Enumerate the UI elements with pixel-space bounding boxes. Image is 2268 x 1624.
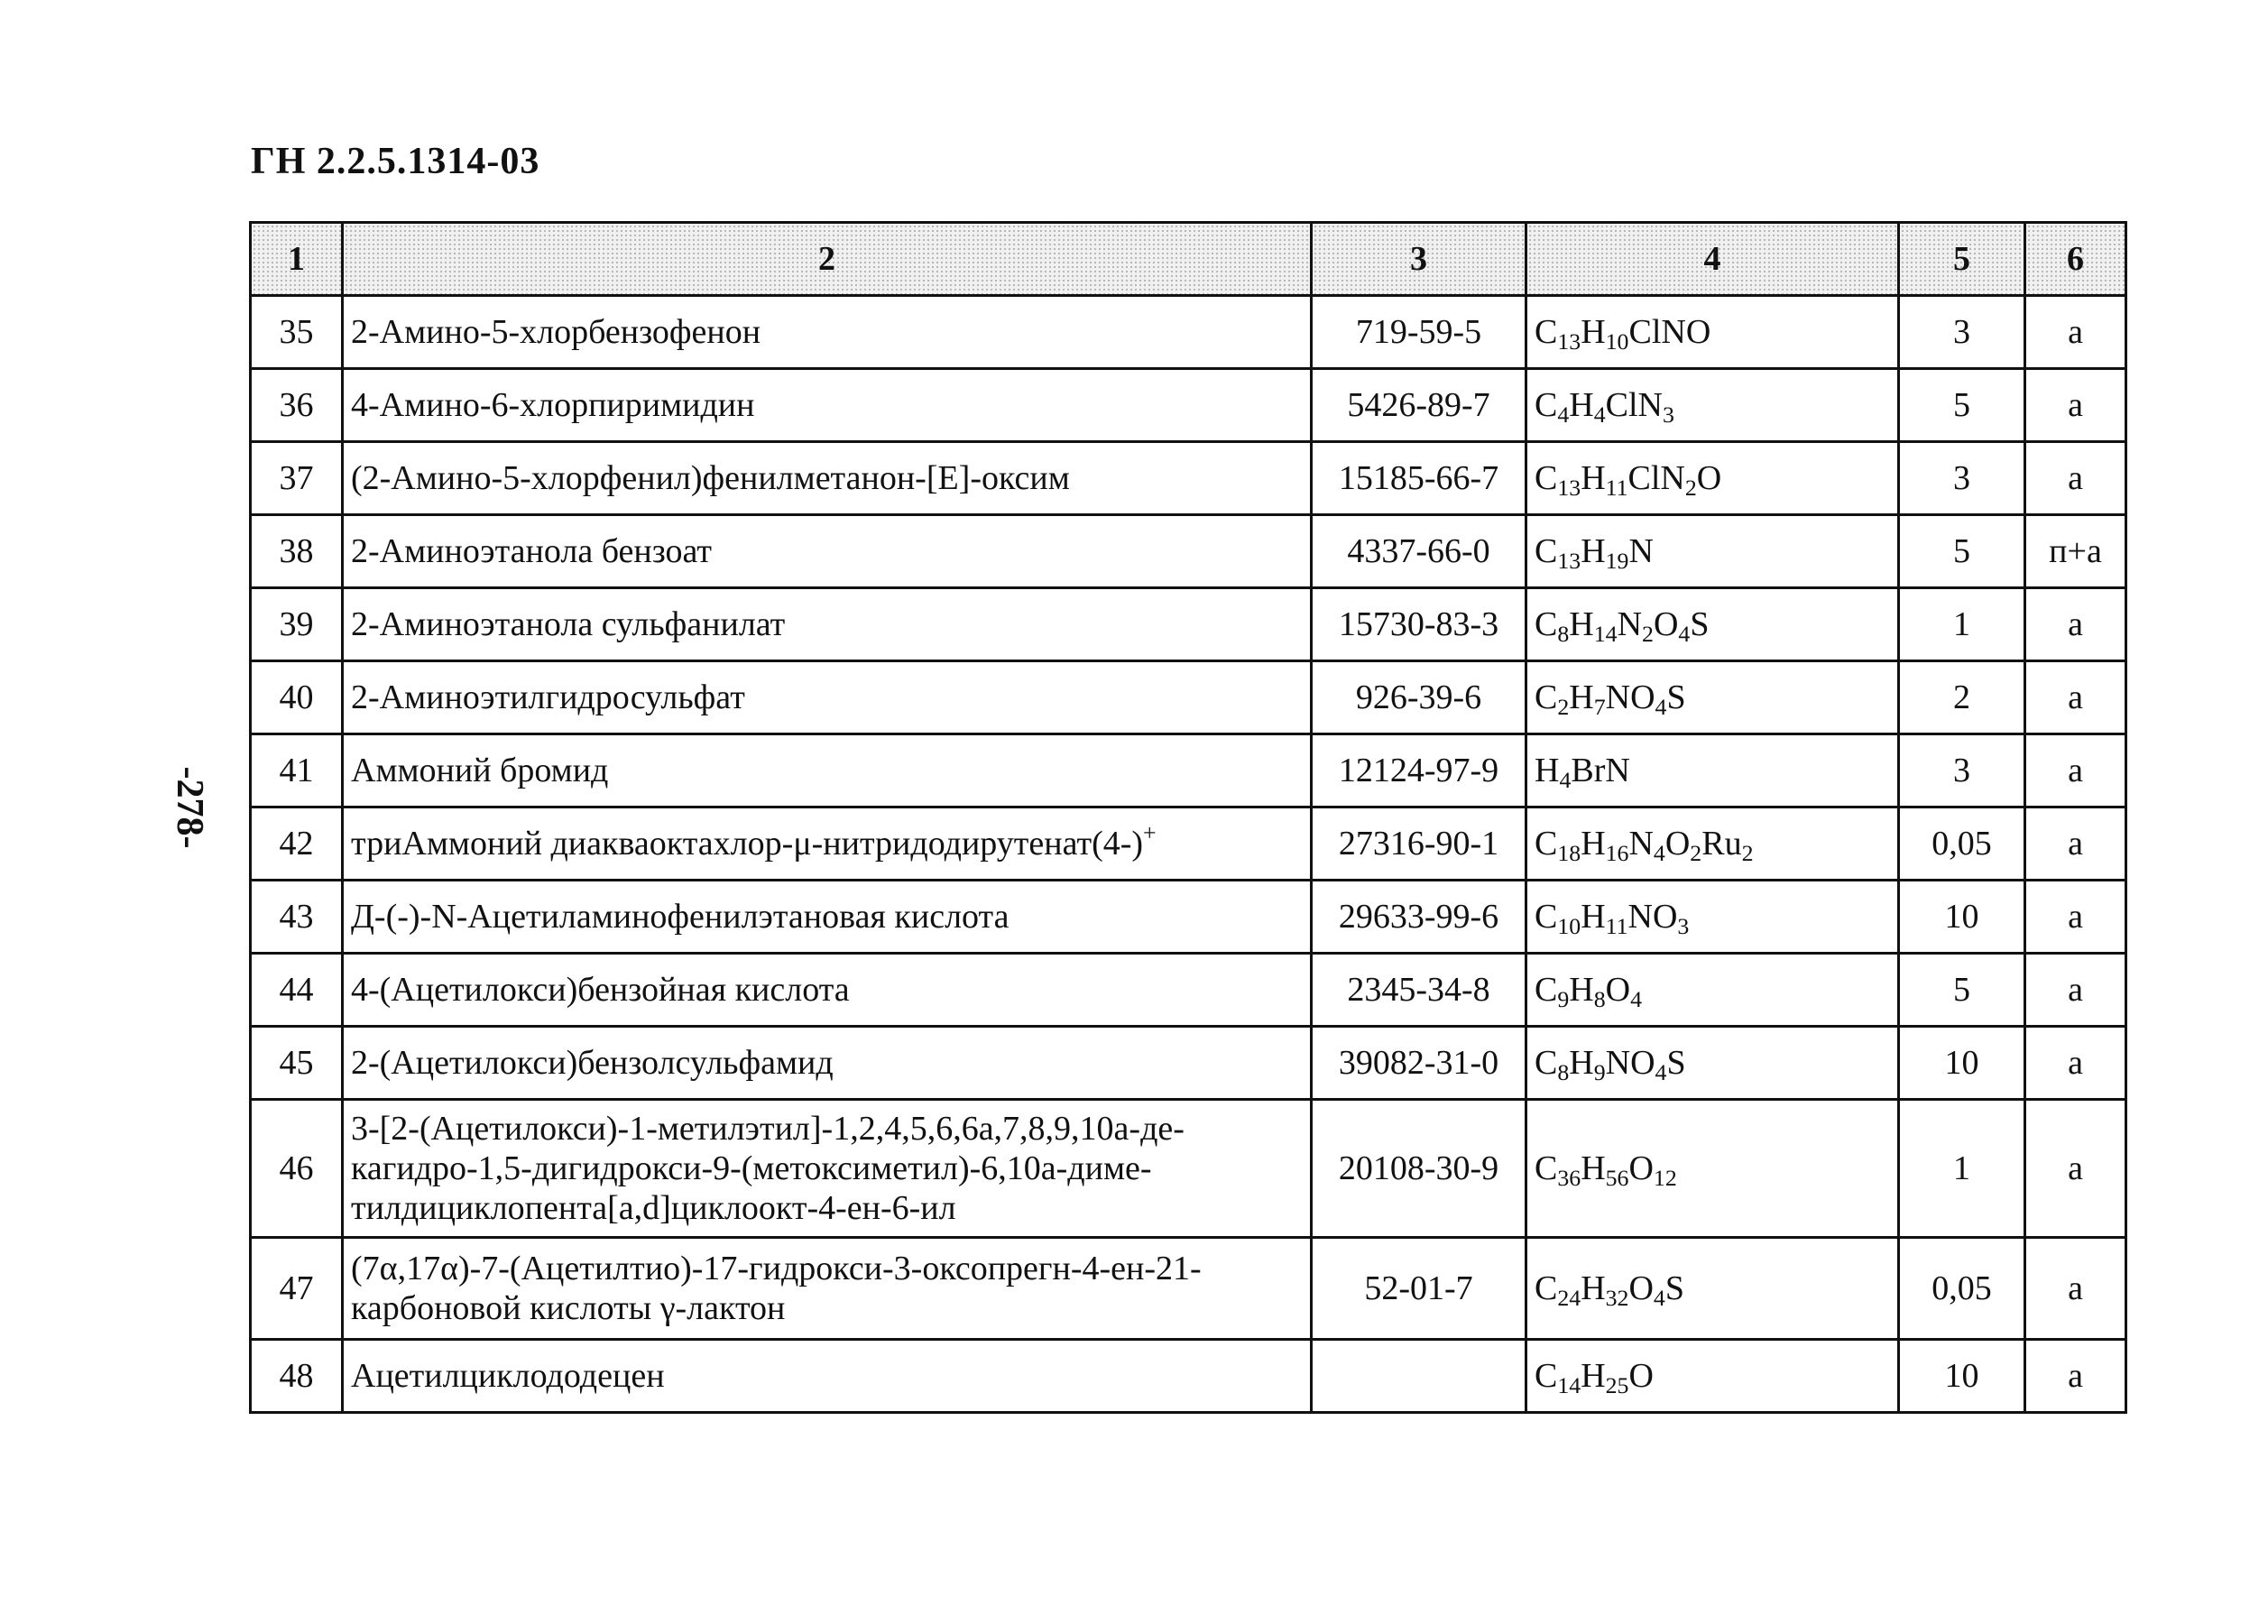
aggregate-state: а (2025, 954, 2126, 1027)
header-col-1: 1 (251, 223, 343, 296)
table-row (251, 369, 2126, 442)
aggregate-state: а (2025, 881, 2126, 954)
chemical-formula: $C_{36}H_{56}O_{12}$ (1526, 1100, 1899, 1238)
row-number: 45 (251, 1027, 343, 1100)
aggregate-state: а (2025, 1027, 2126, 1100)
header-col-5: 5 (1899, 223, 2025, 296)
header-col-2: 2 (343, 223, 1312, 296)
chemical-formula: $H_4BrN$ (1526, 734, 1899, 807)
header-col-3: 3 (1312, 223, 1526, 296)
header-col-4: 4 (1526, 223, 1899, 296)
aggregate-state: а (2025, 588, 2126, 661)
cas-number: 2345-34-8 (1312, 954, 1526, 1027)
table-row (251, 734, 2126, 807)
aggregate-state: а (2025, 1238, 2126, 1340)
cas-number: 926-39-6 (1312, 661, 1526, 734)
table-body (251, 296, 2126, 1413)
mpc-value: 0,05 (1899, 1238, 2025, 1340)
aggregate-state: а (2025, 1100, 2126, 1238)
table-row (251, 807, 2126, 881)
mpc-value: 3 (1899, 442, 2025, 515)
substance-name: Ацетилциклододецен (343, 1340, 1312, 1413)
substance-name: 2-Амино-5-хлорбензофенон (343, 296, 1312, 369)
header-col-6: 6 (2025, 223, 2126, 296)
table-row (251, 881, 2126, 954)
substance-name: 2-Аминоэтанола бензоат (343, 515, 1312, 588)
row-number: 37 (251, 442, 343, 515)
cas-number: 29633-99-6 (1312, 881, 1526, 954)
table-row (251, 1340, 2126, 1413)
substance-name: (7α,17α)-7-(Ацетилтио)-17-гидрокси-3-оксопрегн-4-ен-21-карбоновой кислоты γ-лактон (343, 1238, 1312, 1340)
mpc-value: 2 (1899, 661, 2025, 734)
row-number: 38 (251, 515, 343, 588)
chemical-formula: $C_8H_9NO_4S$ (1526, 1027, 1899, 1100)
chemical-formula: $C_{18}H_{16}N_4O_2Ru_2$ (1526, 807, 1899, 881)
row-number: 47 (251, 1238, 343, 1340)
table-row (251, 661, 2126, 734)
substance-name: 2-Аминоэтилгидросульфат (343, 661, 1312, 734)
substance-name: (2-Амино-5-хлорфенил)фенилметанон-[E]-оксим (343, 442, 1312, 515)
row-number: 46 (251, 1100, 343, 1238)
table-header-row (251, 223, 2126, 296)
chemical-formula: $C_{13}H_{11}ClN_2O$ (1526, 442, 1899, 515)
row-number: 42 (251, 807, 343, 881)
aggregate-state: п+а (2025, 515, 2126, 588)
substances-table (249, 221, 2127, 1414)
chemical-formula: $C_{14}H_{25}O$ (1526, 1340, 1899, 1413)
substance-name: 2-(Ацетилокси)бензолсульфамид (343, 1027, 1312, 1100)
substance-name: Аммоний бромид (343, 734, 1312, 807)
chemical-formula: $C_9H_8O_4$ (1526, 954, 1899, 1027)
document-title: ГН 2.2.5.1314-03 (251, 141, 540, 182)
aggregate-state: а (2025, 369, 2126, 442)
table-row (251, 954, 2126, 1027)
chemical-formula: $C_{24}H_{32}O_4S$ (1526, 1238, 1899, 1340)
cas-number: 12124-97-9 (1312, 734, 1526, 807)
cas-number: 15730-83-3 (1312, 588, 1526, 661)
aggregate-state: а (2025, 734, 2126, 807)
substance-name: 4-Амино-6-хлорпиримидин (343, 369, 1312, 442)
row-number: 48 (251, 1340, 343, 1413)
table-row (251, 296, 2126, 369)
cas-number: 20108-30-9 (1312, 1100, 1526, 1238)
cas-number (1312, 1340, 1526, 1413)
chemical-formula: $C_{10}H_{11}NO_3$ (1526, 881, 1899, 954)
mpc-value: 1 (1899, 588, 2025, 661)
mpc-value: 10 (1899, 1027, 2025, 1100)
aggregate-state: а (2025, 661, 2126, 734)
table-row (251, 442, 2126, 515)
row-number: 35 (251, 296, 343, 369)
cas-number: 52-01-7 (1312, 1238, 1526, 1340)
chemical-formula: $C_{13}H_{10}ClNO$ (1526, 296, 1899, 369)
table-row (251, 588, 2126, 661)
chemical-formula: $C_4H_4ClN_3$ (1526, 369, 1899, 442)
row-number: 36 (251, 369, 343, 442)
mpc-value: 5 (1899, 515, 2025, 588)
mpc-value: 0,05 (1899, 807, 2025, 881)
cas-number: 39082-31-0 (1312, 1027, 1526, 1100)
table-row (251, 1238, 2126, 1340)
row-number: 41 (251, 734, 343, 807)
chemical-formula: $C_8H_{14}N_2O_4S$ (1526, 588, 1899, 661)
row-number: 43 (251, 881, 343, 954)
substance-name: Д-(-)-N-Ацетиламинофенилэтановая кислота (343, 881, 1312, 954)
chemical-formula: $C_2H_7NO_4S$ (1526, 661, 1899, 734)
mpc-value: 10 (1899, 1340, 2025, 1413)
cas-number: 4337-66-0 (1312, 515, 1526, 588)
cas-number: 5426-89-7 (1312, 369, 1526, 442)
aggregate-state: а (2025, 807, 2126, 881)
substance-name: 2-Аминоэтанола сульфанилат (343, 588, 1312, 661)
row-number: 40 (251, 661, 343, 734)
mpc-value: 5 (1899, 954, 2025, 1027)
substance-name: 4-(Ацетилокси)бензойная кислота (343, 954, 1312, 1027)
mpc-value: 3 (1899, 296, 2025, 369)
substance-name: триАммоний диакваоктахлор-μ-нитридодирутенат(4-)+ (343, 807, 1312, 881)
page-number: -278- (169, 766, 210, 849)
table-row (251, 1027, 2126, 1100)
substance-name: 3-[2-(Ацетилокси)-1-метилэтил]-1,2,4,5,6,6а,7,8,9,10а-де-кагидро-1,5-дигидрокси-9-(метоксиметил)-6,10а-диме-тилдициклопента[a,d]циклоокт-4-ен-6-ил (343, 1100, 1312, 1238)
cas-number: 719-59-5 (1312, 296, 1526, 369)
table-row (251, 1100, 2126, 1238)
row-number: 44 (251, 954, 343, 1027)
row-number: 39 (251, 588, 343, 661)
aggregate-state: а (2025, 296, 2126, 369)
chemical-formula: $C_{13}H_{19}N$ (1526, 515, 1899, 588)
table-row (251, 515, 2126, 588)
aggregate-state: а (2025, 442, 2126, 515)
mpc-value: 1 (1899, 1100, 2025, 1238)
mpc-value: 10 (1899, 881, 2025, 954)
mpc-value: 3 (1899, 734, 2025, 807)
cas-number: 27316-90-1 (1312, 807, 1526, 881)
aggregate-state: а (2025, 1340, 2126, 1413)
mpc-value: 5 (1899, 369, 2025, 442)
cas-number: 15185-66-7 (1312, 442, 1526, 515)
